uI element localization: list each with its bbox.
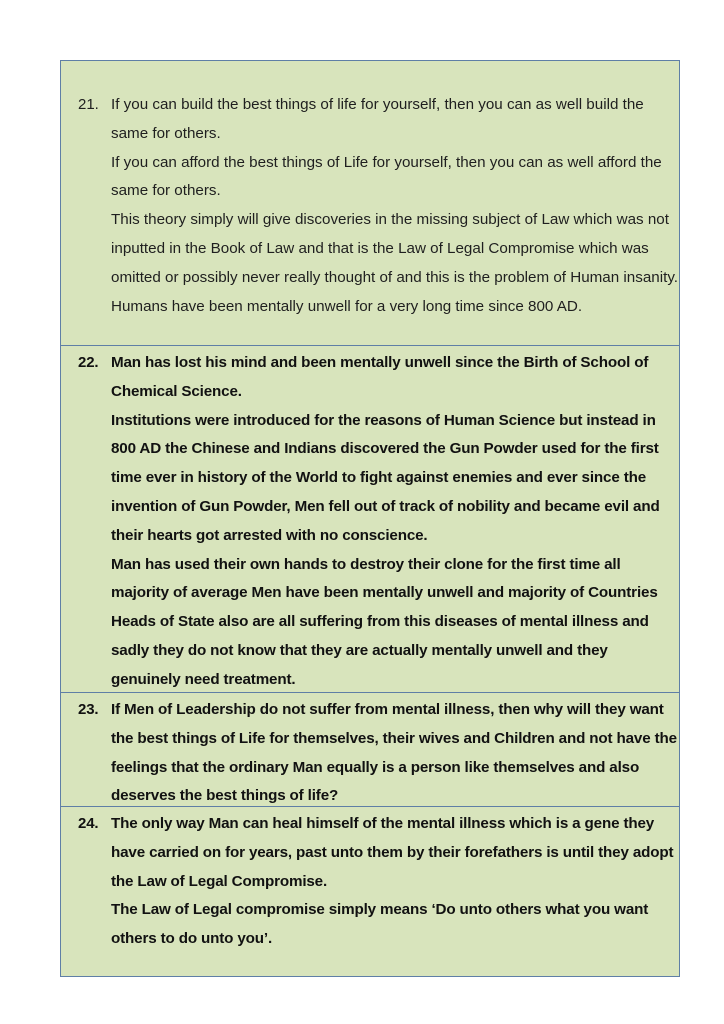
paragraph: Man has lost his mind and been mentally unwell since the Birth of School of Chemical Science. bbox=[111, 354, 649, 400]
paragraph: Institutions were introduced for the reasons of Human Science but instead in 800 AD the Chinese and Indians discovered the Gun Powder used for the first time ever in history of the World to fight against enemies and ever since the invention of Gun Powder, Men fell out of track of nobility and became evil and their hearts got arrested with no conscience. bbox=[111, 411, 660, 544]
paragraph: If Men of Leadership do not suffer from mental illness, then why will they want the best things of Life for themselves, their wives and Children and not have the feelings that the ordinary Man equally is a person like themselves and also deserves the best things of life? bbox=[111, 701, 677, 805]
item-text bbox=[111, 91, 679, 321]
item-number: 21. bbox=[78, 96, 99, 113]
paragraph: The only way Man can heal himself of the mental illness which is a gene they have carried on for years, past unto them by their forefathers is until they adopt the Law of Legal Compromise. bbox=[111, 815, 674, 890]
table-row-24 bbox=[61, 806, 679, 976]
item-number: 23. bbox=[78, 701, 99, 718]
numbered-statements-table bbox=[60, 60, 680, 977]
table-row-23 bbox=[61, 692, 679, 806]
item-number: 22. bbox=[78, 354, 99, 371]
table-row-22 bbox=[61, 345, 679, 692]
paragraph: Humans have been mentally unwell for a very long time since 800 AD. bbox=[111, 297, 583, 315]
paragraph: This theory simply will give discoveries in the missing subject of Law which was not inputted in the Book of Law and that is the Law of Legal Compromise which was omitted or possibly never really thought of and this is the problem of Human insanity. bbox=[111, 211, 679, 286]
paragraph: If you can build the best things of life for yourself, then you can as well build the same for others. bbox=[111, 96, 644, 142]
item-text bbox=[111, 810, 679, 954]
item-text bbox=[111, 696, 679, 811]
item-text bbox=[111, 349, 679, 695]
paragraph: The Law of Legal compromise simply means ‘Do unto others what you want others to do unto you’. bbox=[111, 901, 649, 948]
paragraph: If you can afford the best things of Life for yourself, then you can as well afford the same for others. bbox=[111, 153, 662, 200]
paragraph: Man has used their own hands to destroy their clone for the first time all majority of average Men have been mentally unwell and majority of Countries Heads of State also are all suffering from this diseases of mental illness and sadly they do not know that they are actually mentally unwell and they genuinely need treatment. bbox=[111, 555, 658, 688]
table-row-21 bbox=[61, 61, 679, 345]
item-number: 24. bbox=[78, 815, 99, 832]
